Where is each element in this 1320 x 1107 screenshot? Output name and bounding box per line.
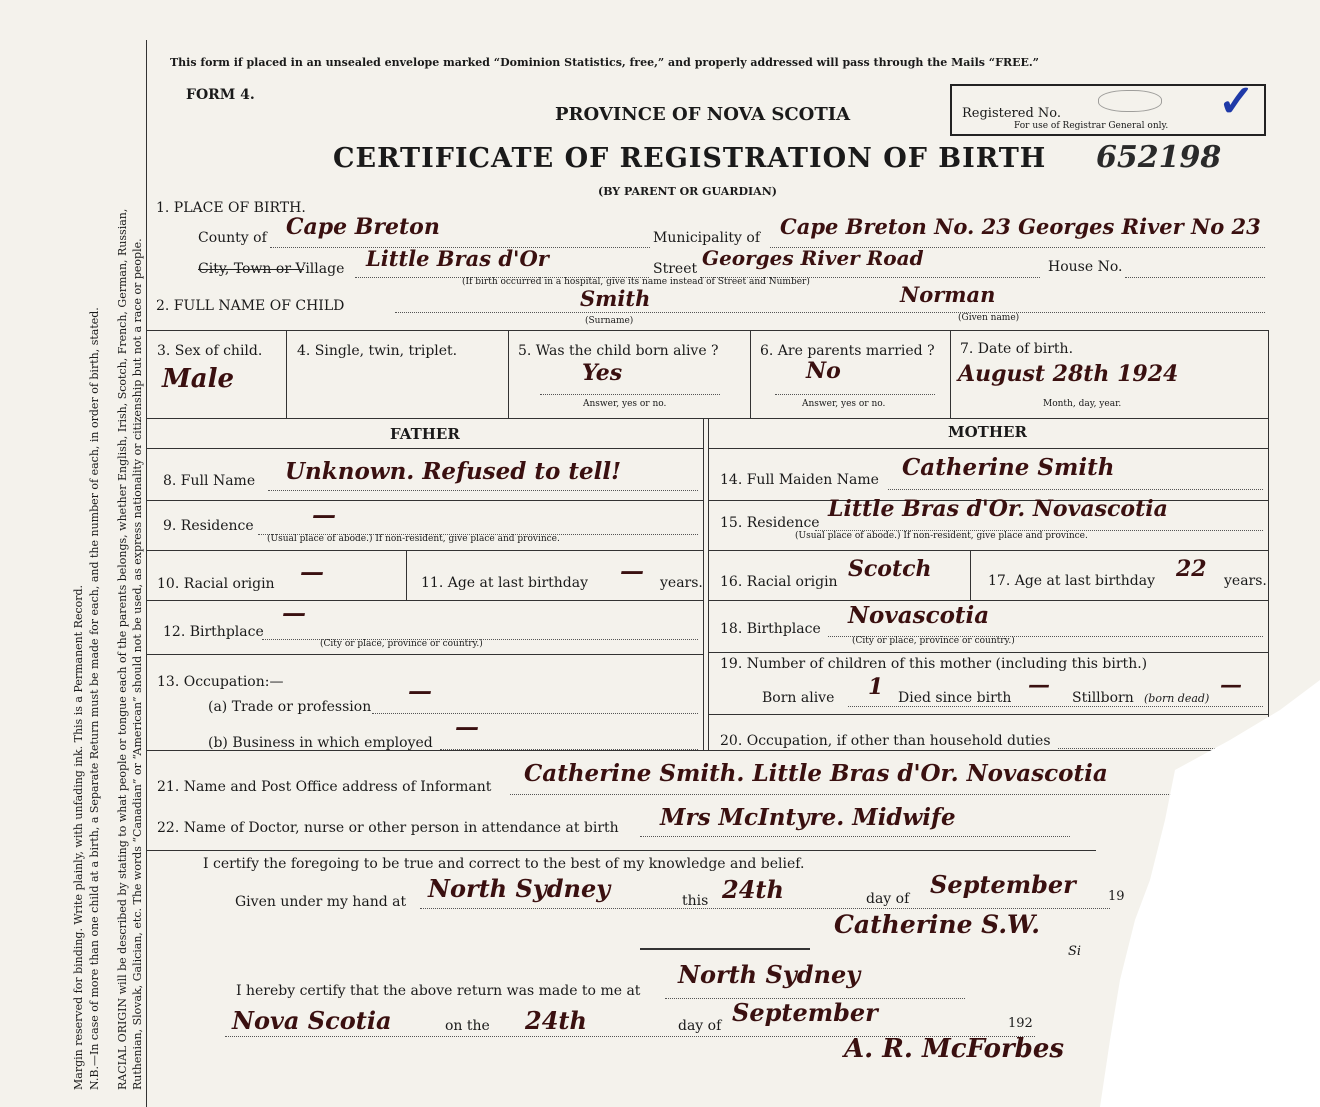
certification-day-of-label: day of [866,891,910,907]
registered-label: Registered No. [962,106,1062,121]
mother-racial-label: 16. Racial origin [720,574,838,590]
registrar-place: North Sydney [678,960,861,989]
hospital-note: (If birth occurred in a hospital, give its name instead of Street and Number) [462,277,810,287]
father-name-value: Unknown. Refused to tell! [285,458,622,485]
registrar-statement: I hereby certify that the above return was made to me at [236,983,641,999]
registrar-on-the-label: on the [445,1018,490,1034]
mother-heading: MOTHER [948,423,1027,441]
registered-note: For use of Registrar General only. [1014,121,1169,131]
certification-month: September [930,870,1076,899]
mother-racial-value: Scotch [848,556,932,582]
village-label: City, Town or Village [198,261,345,277]
informant-label: 21. Name and Post Office address of Informant [157,779,492,795]
registrar-year-prefix: 192 [1008,1016,1033,1031]
born-alive-count-label: Born alive [762,690,835,706]
child-name-label: 2. FULL NAME OF CHILD [156,298,345,314]
certification-day: 24th [722,875,784,904]
sex-value: Male [162,364,235,394]
street-label: Street [653,261,698,277]
died-since-birth-label: Died since birth [898,690,1012,706]
father-residence-label: 9. Residence [163,518,254,534]
mother-birthplace-value: Novascotia [848,602,990,629]
margin-note-multiple: N.B.—In case of more than one child at a birth, a Separate Return must be made for each, and the number of each, in order of birth, stated. [88,307,101,1090]
father-trade-label: (a) Trade or profession [208,699,372,715]
municipality-value: Cape Breton No. 23 Georges River No 23 [780,214,1261,239]
born-alive-value: Yes [582,360,623,386]
mother-children-label: 19. Number of children of this mother (including this birth.) [720,656,1148,672]
father-trade-value: — [408,676,432,705]
informant-signature: Catherine S.W. [834,910,1040,939]
torn-edge [1080,680,1320,1107]
born-alive-note: Answer, yes or no. [583,399,667,409]
attendant-value: Mrs McIntyre. Midwife [660,804,956,831]
stillborn-label: Stillborn [1072,690,1134,706]
province-heading: PROVINCE OF NOVA SCOTIA [555,104,851,125]
mother-residence-label: 15. Residence [720,515,820,531]
father-business-value: — [455,712,479,741]
born-alive-label: 5. Was the child born alive ? [518,343,719,359]
date-of-birth-label: 7. Date of birth. [960,341,1074,357]
father-age-value: — [620,556,644,585]
father-business-label: (b) Business in which employed [208,735,433,751]
signature-fragment: Si [1068,944,1082,959]
mother-name-label: 14. Full Maiden Name [720,472,879,488]
county-value: Cape Breton [286,214,440,240]
father-birthplace-value: — [282,598,306,627]
village-value: Little Bras d'Or [366,246,549,271]
plurality-label: 4. Single, twin, triplet. [297,343,458,359]
house-number-label: House No. [1048,259,1123,275]
place-of-birth-label: 1. PLACE OF BIRTH. [156,200,306,216]
born-alive-count-value: 1 [868,674,884,700]
form-number: FORM 4. [186,87,255,103]
mother-occupation-label: 20. Occupation, if other than household duties [720,733,1051,749]
father-abode-note: (Usual place of abode.) If non-resident, give place and province. [267,534,560,544]
sex-label: 3. Sex of child. [157,343,263,359]
certification-this-label: this [682,893,709,909]
registered-number-scribble [1098,90,1162,112]
father-heading: FATHER [390,425,460,443]
certificate-title: CERTIFICATE OF REGISTRATION OF BIRTH [333,143,1047,174]
died-since-birth-value: — [1028,672,1050,698]
informant-value: Catherine Smith. Little Bras d'Or. Novascotia [524,760,1108,787]
mail-notice: This form if placed in an unsealed envelope marked “Dominion Statistics, free,” and properly addressed will pass through the Mails “FREE.” [170,56,1040,69]
certification-statement: I certify the foregoing to be true and correct to the best of my knowledge and belief. [203,856,805,872]
margin-note-racial-2: Ruthenian, Slovak, Galician, etc. The words “Canadian” or “American” should not be used, as express nationality or citizenship but not a race or people. [131,238,144,1090]
father-racial-label: 10. Racial origin [157,576,275,592]
certification-year-prefix: 19 [1108,889,1125,904]
father-age-label: 11. Age at last birthday [421,575,589,591]
certificate-number: 652198 [1096,140,1222,175]
father-occupation-label: 13. Occupation:— [157,674,284,690]
mother-name-value: Catherine Smith [902,454,1115,481]
registrar-signature: A. R. McForbes [844,1034,1065,1064]
certificate-subtitle: (BY PARENT OR GUARDIAN) [598,185,777,198]
parents-married-value: No [806,358,841,384]
given-under-hand-label: Given under my hand at [235,894,407,910]
father-birthplace-label: 12. Birthplace [163,624,264,640]
registrar-day-of-label: day of [678,1018,722,1034]
parents-married-label: 6. Are parents married ? [760,343,935,359]
mother-years-label: years. [1224,573,1267,589]
father-racial-value: — [300,557,324,586]
mother-birthplace-note: (City or place, province or country.) [852,636,1015,646]
check-mark-icon: ✓ [1218,76,1255,127]
married-note: Answer, yes or no. [802,399,886,409]
mother-residence-value: Little Bras d'Or. Novascotia [828,496,1168,522]
mother-abode-note: (Usual place of abode.) If non-resident, give place and province. [795,531,1088,541]
street-value: Georges River Road [702,246,924,270]
stillborn-value: — [1220,672,1242,698]
registered-box [950,76,1266,136]
date-of-birth-value: August 28th 1924 [958,361,1179,387]
father-residence-value: — [312,500,336,529]
certification-place: North Sydney [428,874,611,903]
surname-note: (Surname) [585,316,634,326]
mother-age-value: 22 [1176,556,1207,582]
municipality-label: Municipality of [653,230,761,246]
father-years-label: years. [660,575,703,591]
registrar-month: September [732,998,878,1027]
registrar-day: 24th [525,1006,587,1035]
stillborn-note: (born dead) [1144,692,1210,705]
margin-note-binding: Margin reserved for binding. Write plainly, with unfading ink. This is a Permanent Record. [72,584,85,1090]
margin-rule [146,40,147,1107]
attendant-label: 22. Name of Doctor, nurse or other person in attendance at birth [157,820,619,836]
dob-note: Month, day, year. [1043,399,1122,409]
father-birthplace-note: (City or place, province or country.) [320,639,483,649]
father-name-label: 8. Full Name [163,473,256,489]
child-given-name: Norman [900,282,996,307]
registrar-province: Nova Scotia [232,1006,392,1035]
margin-note-racial-1: RACIAL ORIGIN will be described by stating to what people or tongue each of the parents belongs, whether English, Irish, Scotch, French, German, Russian, [116,208,129,1090]
given-name-note: (Given name) [958,313,1020,323]
child-surname: Smith [580,286,651,311]
county-label: County of [198,230,267,246]
mother-birthplace-label: 18. Birthplace [720,621,821,637]
mother-age-label: 17. Age at last birthday [988,573,1156,589]
